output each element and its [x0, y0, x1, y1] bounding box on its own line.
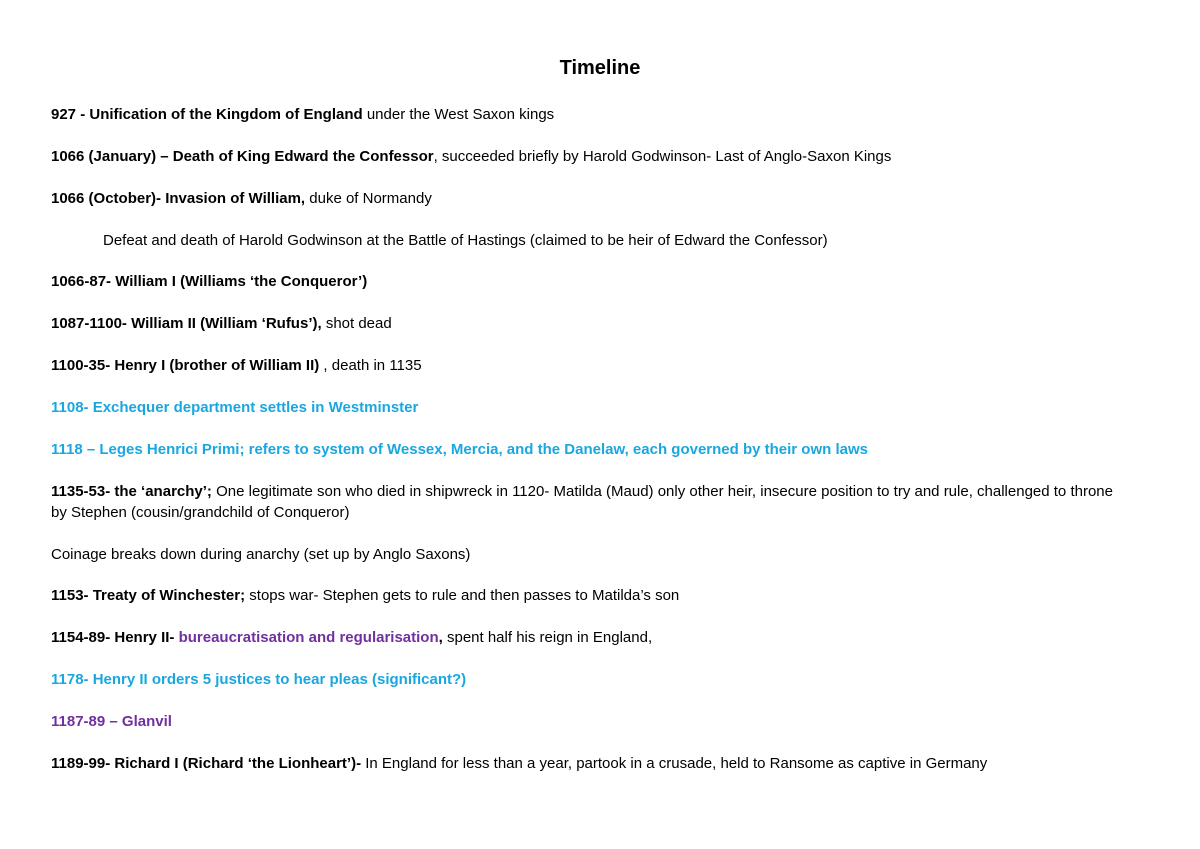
- entry-heading: 1153- Treaty of Winchester;: [51, 587, 246, 604]
- entry-text: stops war- Stephen gets to rule and then passes to Matilda’s son: [245, 587, 680, 604]
- page-title: Timeline: [559, 57, 641, 79]
- timeline-entry-927: [51, 104, 1130, 125]
- timeline-entry-1178-justices: [51, 669, 1130, 690]
- entry-highlight: bureaucratisation and regularisation: [174, 629, 439, 646]
- timeline-entry-anarchy: [51, 481, 1130, 523]
- timeline-entry-treaty-winchester: [51, 585, 1130, 606]
- entry-heading: 1066-87- William I (Williams ‘the Conqueror’): [51, 273, 368, 290]
- entry-heading: 927 - Unification of the Kingdom of England: [51, 106, 363, 123]
- entry-heading: 1189-99- Richard I (Richard ‘the Lionheart’)-: [51, 755, 362, 772]
- timeline-entry-coinage: [51, 544, 1130, 565]
- timeline-entry-1066-january: [51, 146, 1130, 167]
- entry-heading: 1178- Henry II orders 5 justices to hear pleas (significant?): [51, 671, 467, 688]
- entry-text: One legitimate son who died in shipwreck in 1120- Matilda (Maud) only other heir, insecure position to try and rule, challenged to throne by Stephen (cousin/grandchild of Conqueror): [51, 483, 1113, 521]
- timeline-entry-hastings-note: [103, 230, 1130, 251]
- entry-text: shot dead: [321, 315, 392, 332]
- entry-text: In England for less than a year, partook in a crusade, held to Ransome as captive in Germany: [361, 755, 988, 772]
- entry-heading: 1118 – Leges Henrici Primi; refers to system of Wessex, Mercia, and the Danelaw, each governed by their own laws: [51, 441, 868, 458]
- timeline-entry-1118-leges: [51, 439, 1130, 460]
- entry-text: duke of Normandy: [305, 190, 432, 207]
- entry-punctuation: ,: [438, 629, 443, 646]
- timeline-entry-glanvil: [51, 711, 1130, 732]
- entry-text: under the West Saxon kings: [362, 106, 555, 123]
- entry-text: Coinage breaks down during anarchy (set up by Anglo Saxons): [51, 546, 471, 563]
- entry-text: Defeat and death of Harold Godwinson at the Battle of Hastings (claimed to be heir of Edward the Confessor): [103, 232, 828, 249]
- entry-heading: 1066 (October)- Invasion of William,: [51, 190, 306, 207]
- timeline-entry-william-ii: [51, 313, 1130, 334]
- entry-text: , death in 1135: [319, 357, 422, 374]
- entry-text: , succeeded briefly by Harold Godwinson- Last of Anglo-Saxon Kings: [433, 148, 892, 165]
- timeline-entry-richard-i: [51, 753, 1130, 774]
- entry-heading: 1108- Exchequer department settles in Westminster: [51, 399, 419, 416]
- entry-heading: 1066 (January) – Death of King Edward the Confessor: [51, 148, 434, 165]
- timeline-entry-1108-exchequer: [51, 397, 1130, 418]
- timeline-entry-henry-ii: [51, 627, 1130, 648]
- entry-text: spent half his reign in England,: [442, 629, 653, 646]
- entry-heading: 1135-53- the ‘anarchy’;: [51, 483, 212, 500]
- entry-heading: 1154-89- Henry II-: [51, 629, 175, 646]
- timeline-entry-1066-october: [51, 188, 1130, 209]
- timeline-entry-henry-i: [51, 355, 1130, 376]
- entry-heading: 1087-1100- William II (William ‘Rufus’),: [51, 315, 322, 332]
- timeline-entry-william-i: [51, 271, 1130, 292]
- entry-heading: 1100-35- Henry I (brother of William II): [51, 357, 320, 374]
- entry-heading: 1187-89 – Glanvil: [51, 713, 172, 730]
